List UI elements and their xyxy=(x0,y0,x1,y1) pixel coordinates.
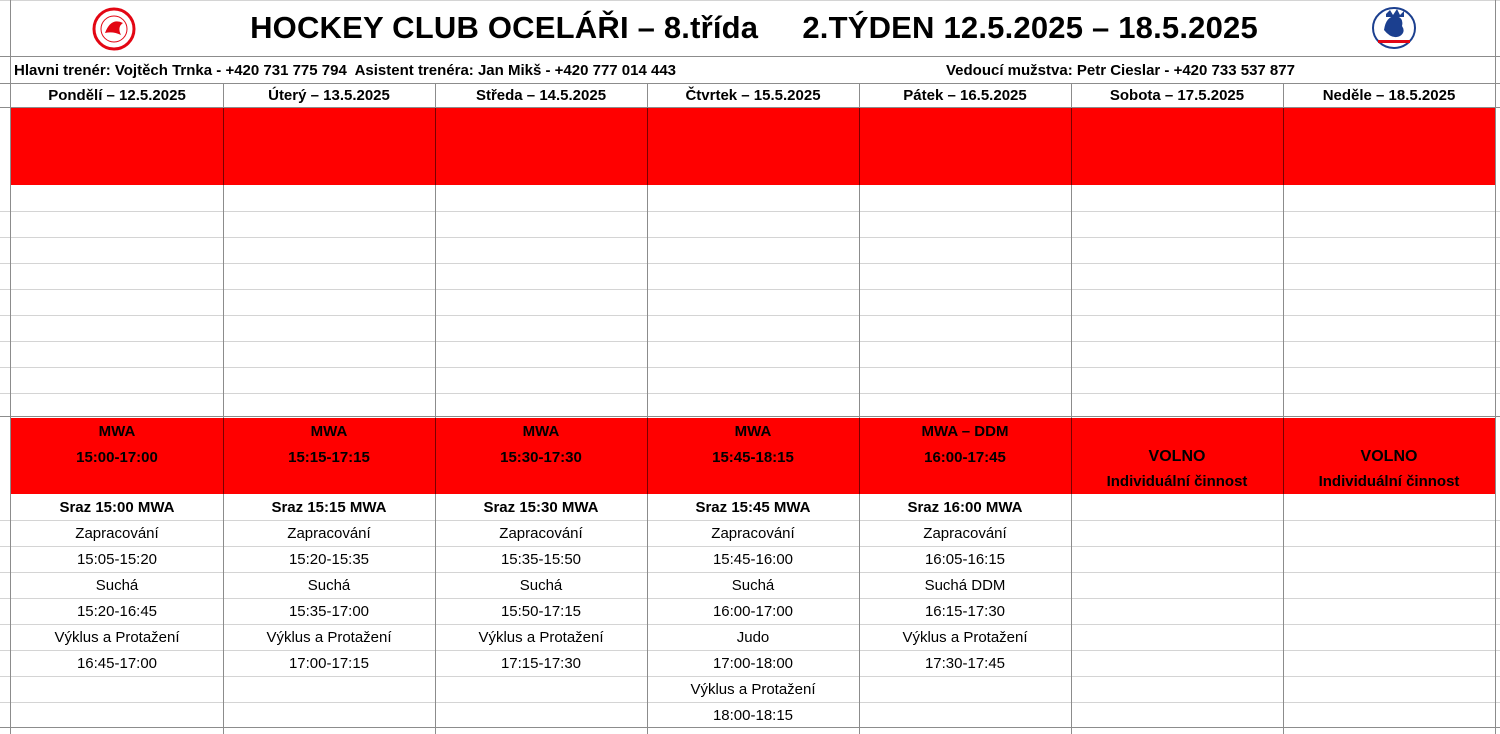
training-item: 15:20-16:45 xyxy=(76,603,158,620)
training-item: 15:35-17:00 xyxy=(288,603,370,620)
column-line xyxy=(1283,108,1284,185)
training-item: 15:20-15:35 xyxy=(288,551,370,568)
training-item: Suchá xyxy=(95,577,139,594)
training-item: 18:00-18:15 xyxy=(712,707,794,724)
row-line xyxy=(0,237,1500,238)
training-item: Zapracování xyxy=(923,525,1007,542)
row-line xyxy=(0,416,1500,417)
row-line xyxy=(0,367,1500,368)
session-time: 15:15-17:15 xyxy=(288,449,370,466)
day-header: Pondělí – 12.5.2025 xyxy=(48,87,186,104)
session-time: 15:30-17:30 xyxy=(500,449,582,466)
training-item: 17:00-17:15 xyxy=(288,655,370,672)
day-header: Neděle – 18.5.2025 xyxy=(1322,87,1456,104)
session-time: 16:00-17:45 xyxy=(924,449,1006,466)
training-detail xyxy=(647,495,859,729)
training-item: Suchá xyxy=(307,577,351,594)
session-cell xyxy=(647,418,859,494)
training-item: Suchá DDM xyxy=(924,577,1006,594)
training-item: 17:00-18:00 xyxy=(712,655,794,672)
session-cell xyxy=(11,418,223,494)
day-header: Úterý – 13.5.2025 xyxy=(268,87,390,104)
day-header: Středa – 14.5.2025 xyxy=(475,87,607,104)
session-cell xyxy=(1071,418,1283,494)
training-item: 16:15-17:30 xyxy=(924,603,1006,620)
session-cell xyxy=(223,418,435,494)
meeting-time: Sraz 16:00 MWA xyxy=(907,499,1023,516)
session-title: MWA xyxy=(734,423,772,440)
meeting-time: Sraz 15:45 MWA xyxy=(695,499,811,516)
training-item: 15:50-17:15 xyxy=(500,603,582,620)
session-title: MWA – DDM xyxy=(921,423,1009,440)
day-header: Sobota – 17.5.2025 xyxy=(1109,87,1245,104)
row-line xyxy=(0,315,1500,316)
training-item: Zapracování xyxy=(711,525,795,542)
session-cell xyxy=(1283,418,1495,494)
session-time: Individuální činnost xyxy=(1106,473,1248,490)
column-line xyxy=(435,108,436,185)
training-item: 16:05-16:15 xyxy=(924,551,1006,568)
session-highlight-row xyxy=(11,108,1495,185)
coaches-info: Hlavni trenér: Vojtěch Trnka - +420 731 775 794 Asistent trenéra: Jan Mikš - +420 777 014 443 xyxy=(14,62,677,79)
session-title: MWA xyxy=(522,423,560,440)
team-manager-info: Vedoucí mužstva: Petr Cieslar - +420 733 537 877 xyxy=(946,62,1295,79)
staff-row xyxy=(14,60,1494,82)
training-detail xyxy=(223,495,435,677)
meeting-time: Sraz 15:00 MWA xyxy=(59,499,175,516)
training-item: 15:45-16:00 xyxy=(712,551,794,568)
training-item: Zapracování xyxy=(499,525,583,542)
training-item: Výklus a Protažení xyxy=(54,629,180,646)
meeting-time: Sraz 15:30 MWA xyxy=(483,499,599,516)
training-item: Suchá xyxy=(731,577,775,594)
training-item: 15:05-15:20 xyxy=(76,551,158,568)
training-item: Výklus a Protažení xyxy=(690,681,816,698)
training-item: Judo xyxy=(736,629,770,646)
row-line xyxy=(0,56,1500,57)
column-line xyxy=(1071,108,1072,185)
column-line xyxy=(223,108,224,185)
session-title: VOLNO xyxy=(1148,448,1206,465)
row-line xyxy=(0,289,1500,290)
training-item: 16:45-17:00 xyxy=(76,655,158,672)
row-line xyxy=(0,263,1500,264)
czech-ice-hockey-lion-logo-icon xyxy=(1366,6,1422,50)
training-item: Suchá xyxy=(519,577,563,594)
session-time: 15:45-18:15 xyxy=(712,449,794,466)
training-item: Výklus a Protažení xyxy=(266,629,392,646)
session-title: MWA xyxy=(98,423,136,440)
column-line xyxy=(647,108,648,185)
training-item: 16:00-17:00 xyxy=(712,603,794,620)
training-item: 17:30-17:45 xyxy=(924,655,1006,672)
column-line xyxy=(859,108,860,185)
training-item: Výklus a Protažení xyxy=(478,629,604,646)
training-item: Zapracování xyxy=(75,525,159,542)
training-detail xyxy=(11,495,223,677)
training-detail xyxy=(859,495,1071,677)
session-title: VOLNO xyxy=(1360,448,1418,465)
session-time: 15:00-17:00 xyxy=(76,449,158,466)
session-time: Individuální činnost xyxy=(1318,473,1460,490)
training-item: Výklus a Protažení xyxy=(902,629,1028,646)
day-header: Čtvrtek – 15.5.2025 xyxy=(685,87,821,104)
training-item: 15:35-15:50 xyxy=(500,551,582,568)
column-line xyxy=(1495,0,1496,734)
row-line xyxy=(0,393,1500,394)
training-detail xyxy=(435,495,647,677)
page-title: HOCKEY CLUB OCELÁŘI – 8.třída 2.TÝDEN 12.5.2025 – 18.5.2025 xyxy=(250,10,1258,45)
training-item: 17:15-17:30 xyxy=(500,655,582,672)
training-item: Zapracování xyxy=(287,525,371,542)
title-row xyxy=(10,0,1498,56)
day-header: Pátek – 16.5.2025 xyxy=(903,87,1027,104)
row-line xyxy=(0,211,1500,212)
row-line xyxy=(0,341,1500,342)
session-title: MWA xyxy=(310,423,348,440)
meeting-time: Sraz 15:15 MWA xyxy=(271,499,387,516)
session-cell xyxy=(859,418,1071,494)
session-cell xyxy=(435,418,647,494)
